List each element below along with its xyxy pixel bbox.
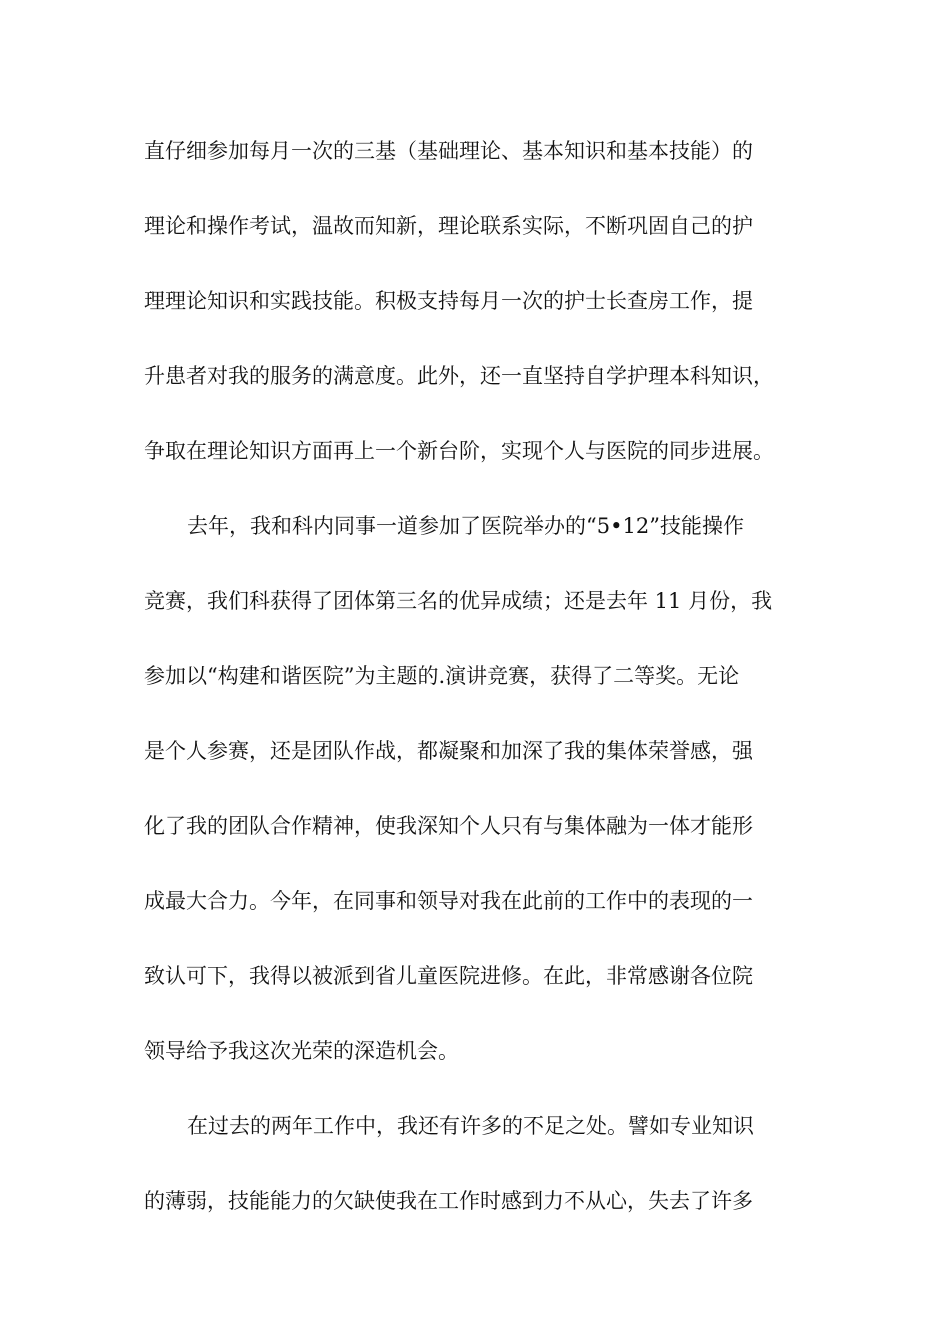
text-line: 理论和操作考试，温故而知新，理论联系实际，不断巩固自己的护 — [144, 214, 753, 238]
body-text — [144, 126, 824, 1251]
text-line: 的薄弱，技能能力的欠缺使我在工作时感到力不从心，失去了许多 — [144, 1189, 753, 1213]
text-line: 致认可下，我得以被派到省儿童医院进修。在此，非常感谢各位院 — [144, 964, 753, 988]
text-line: 成最大合力。今年，在同事和领导对我在此前的工作中的表现的一 — [144, 889, 753, 913]
paragraph-start-line: 在过去的两年工作中，我还有许多的不足之处。譬如专业知识 — [187, 1114, 754, 1138]
text-line: 理理论知识和实践技能。积极支持每月一次的护士长查房工作，提 — [144, 289, 753, 313]
text-line: 争取在理论知识方面再上一个新台阶，实现个人与医院的同步进展。 — [144, 439, 774, 463]
paragraph-start-line: 去年，我和科内同事一道参加了医院举办的“5•12”技能操作 — [187, 514, 744, 538]
text-line: 领导给予我这次光荣的深造机会。 — [144, 1039, 459, 1063]
text-line: 是个人参赛，还是团队作战，都凝聚和加深了我的集体荣誉感，强 — [144, 739, 753, 763]
text-line: 参加以“构建和谐医院”为主题的.演讲竞赛，获得了二等奖。无论 — [144, 664, 740, 688]
text-line: 化了我的团队合作精神，使我深知个人只有与集体融为一体才能形 — [144, 814, 753, 838]
text-line: 竞赛，我们科获得了团体第三名的优异成绩；还是去年 11 月份，我 — [144, 589, 773, 613]
text-line: 升患者对我的服务的满意度。此外，还一直坚持自学护理本科知识， — [144, 364, 774, 388]
text-line: 直仔细参加每月一次的三基（基础理论、基本知识和基本技能）的 — [144, 139, 753, 163]
